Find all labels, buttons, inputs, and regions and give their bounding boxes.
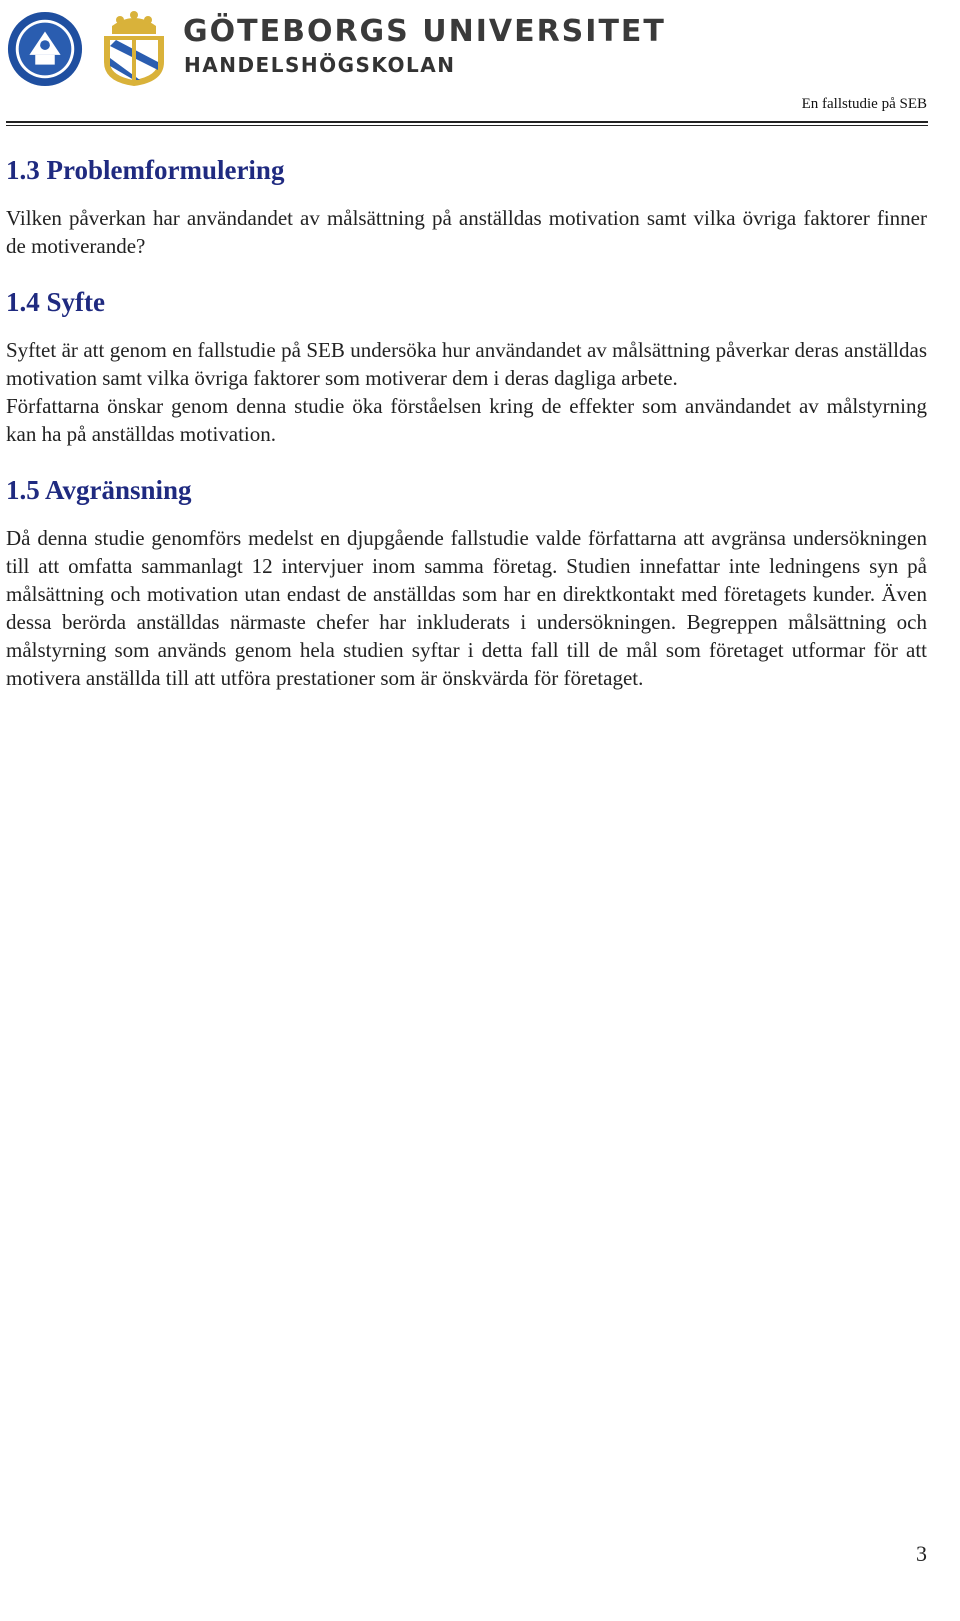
university-name: GÖTEBORGS UNIVERSITET — [183, 14, 666, 49]
header-rule — [6, 121, 928, 123]
university-seal-icon — [6, 10, 84, 88]
paragraph: Författarna önskar genom denna studie öka förståelsen kring de effekter som användandet av målstyrning kan ha på anställdas motivation. — [6, 394, 927, 446]
running-head: En fallstudie på SEB — [801, 96, 927, 112]
section-problemformulering — [6, 150, 927, 260]
school-name: HANDELSHÖGSKOLAN — [184, 53, 456, 77]
page-number: 3 — [916, 1541, 927, 1566]
paragraph: Vilken påverkan har användandet av målsättning på anställdas motivation samt vilka övriga faktorer finner de motiverande? — [6, 206, 927, 258]
section-syfte — [6, 282, 927, 448]
handelshogskolan-crest-icon — [96, 6, 172, 88]
paragraph: Då denna studie genomförs medelst en djupgående fallstudie valde författarna att avgränsa undersökningen till att omfatta sammanlagt 12 intervjuer inom samma företag. Studien innefattar inte ledningens syn på målsättning och motivation utan endast de anställdas som har en direktkontakt med företagets kunder. Även dessa berörda anställdas närmaste chefer har inkluderats i undersökningen. Begreppen målsättning och målstyrning som används genom hela studien syftar i detta fall till de mål som företaget utformar för att motivera anställda till att utföra prestationer som är önskvärda för företaget. — [6, 526, 927, 690]
document-body — [6, 150, 927, 692]
paragraph: Syftet är att genom en fallstudie på SEB undersöka hur användandet av målsättning påverkar deras anställdas motivation samt vilka övriga faktorer som motiverar dem i deras dagliga arbete. — [6, 338, 927, 390]
section-heading: 1.4 Syfte — [6, 287, 105, 317]
section-heading: 1.5 Avgränsning — [6, 475, 192, 505]
page-header — [0, 0, 960, 128]
section-avgransning — [6, 470, 927, 692]
section-heading: 1.3 Problemformulering — [6, 155, 285, 185]
header-rule-thin — [6, 125, 928, 126]
